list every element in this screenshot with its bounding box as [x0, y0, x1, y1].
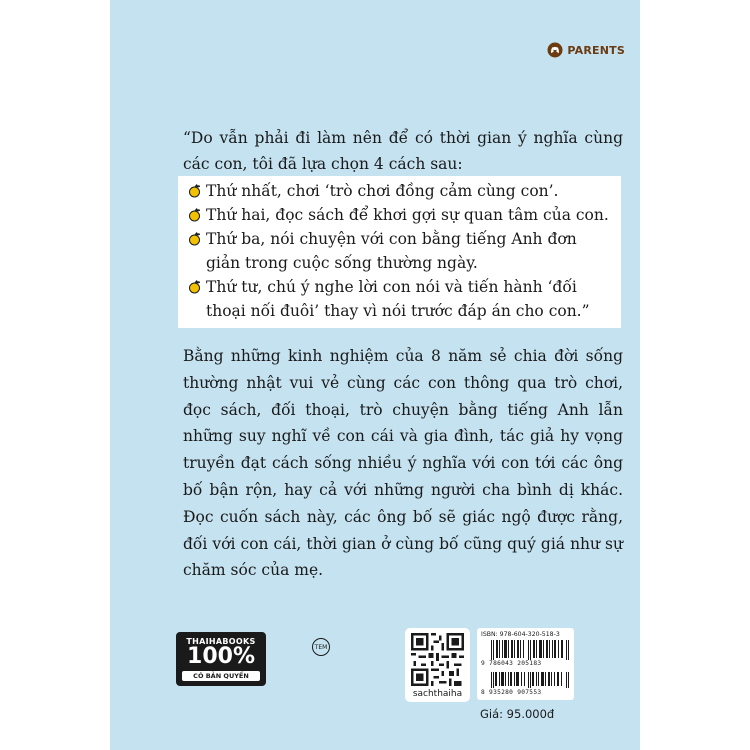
qr-code-icon: [411, 633, 464, 686]
isbn-card: [477, 628, 574, 700]
qr-card: [405, 628, 470, 702]
product-barcode-icon: [491, 672, 571, 688]
publisher-brand: THAIHABOOKS: [186, 637, 256, 646]
isbn-barcode-icon: [491, 640, 571, 660]
price-label: Giá: 95.000đ: [480, 707, 555, 721]
list-item: [188, 203, 613, 227]
apple-bullet-icon: [188, 275, 206, 323]
hands-heart-icon: [547, 42, 563, 58]
barcode-number-1: 9 786043 205183: [481, 660, 542, 667]
tem-stamp: TEM: [312, 638, 330, 656]
brand-label: PARENTS: [567, 43, 625, 57]
list-item: [188, 179, 613, 203]
publisher-percent: 100%: [187, 644, 255, 669]
barcode-number-2: 8 935280 907553: [481, 689, 542, 696]
thaihabooks-badge: [176, 632, 266, 686]
list-item: [188, 227, 613, 275]
list-item: [188, 275, 613, 323]
isbn-text: ISBN: 978-604-320-518-3: [481, 631, 560, 638]
intro-text: “Do vẫn phải đi làm nên để có thời gian ý nghĩa cùng các con, tôi đã lựa chọn 4 cách sau:: [183, 129, 623, 173]
list-item-text: Thứ ba, nói chuyện với con bằng tiếng Anh đơn giản trong cuộc sống thường ngày.: [206, 230, 577, 272]
description-paragraph: Bằng những kinh nghiệm của 8 năm sẻ chia đời sống thường nhật vui vẻ cùng các con thông qua trò chơi, đọc sách, đối thoại, trò chuyện bằng tiếng Anh lẫn những suy nghĩ về con cái và gia đình, tác giả hy vọng truyền đạt cách sống nhiều ý nghĩa với con tới các ông bố bận rộn, hay cả với những người cha bình dị khác. Đọc cuốn sách này, các ông bố sẽ giác ngộ được rằng, đối với con cái, thời gian ở cùng bố cũng quý giá như sự chăm sóc của mẹ.: [183, 347, 623, 580]
parents-brand: [547, 42, 625, 58]
qr-label: sachthaiha: [412, 689, 463, 699]
apple-bullet-icon: [188, 203, 206, 227]
list-item-text: Thứ tư, chú ý nghe lời con nói và tiến hành ‘đối thoại nối đuôi’ thay vì nói trước đáp án cho con.”: [206, 278, 590, 320]
apple-bullet-icon: [188, 179, 206, 203]
intro-quote: [183, 125, 623, 177]
list-item-text: Thứ hai, đọc sách để khơi gợi sự quan tâm của con.: [206, 206, 609, 224]
method-list: [178, 176, 621, 328]
list-item-text: Thứ nhất, chơi ‘trò chơi đồng cảm cùng con’.: [206, 182, 559, 200]
apple-bullet-icon: [188, 227, 206, 275]
book-back-cover: [110, 0, 640, 750]
publisher-caption: CÓ BẢN QUYỀN: [182, 671, 260, 681]
